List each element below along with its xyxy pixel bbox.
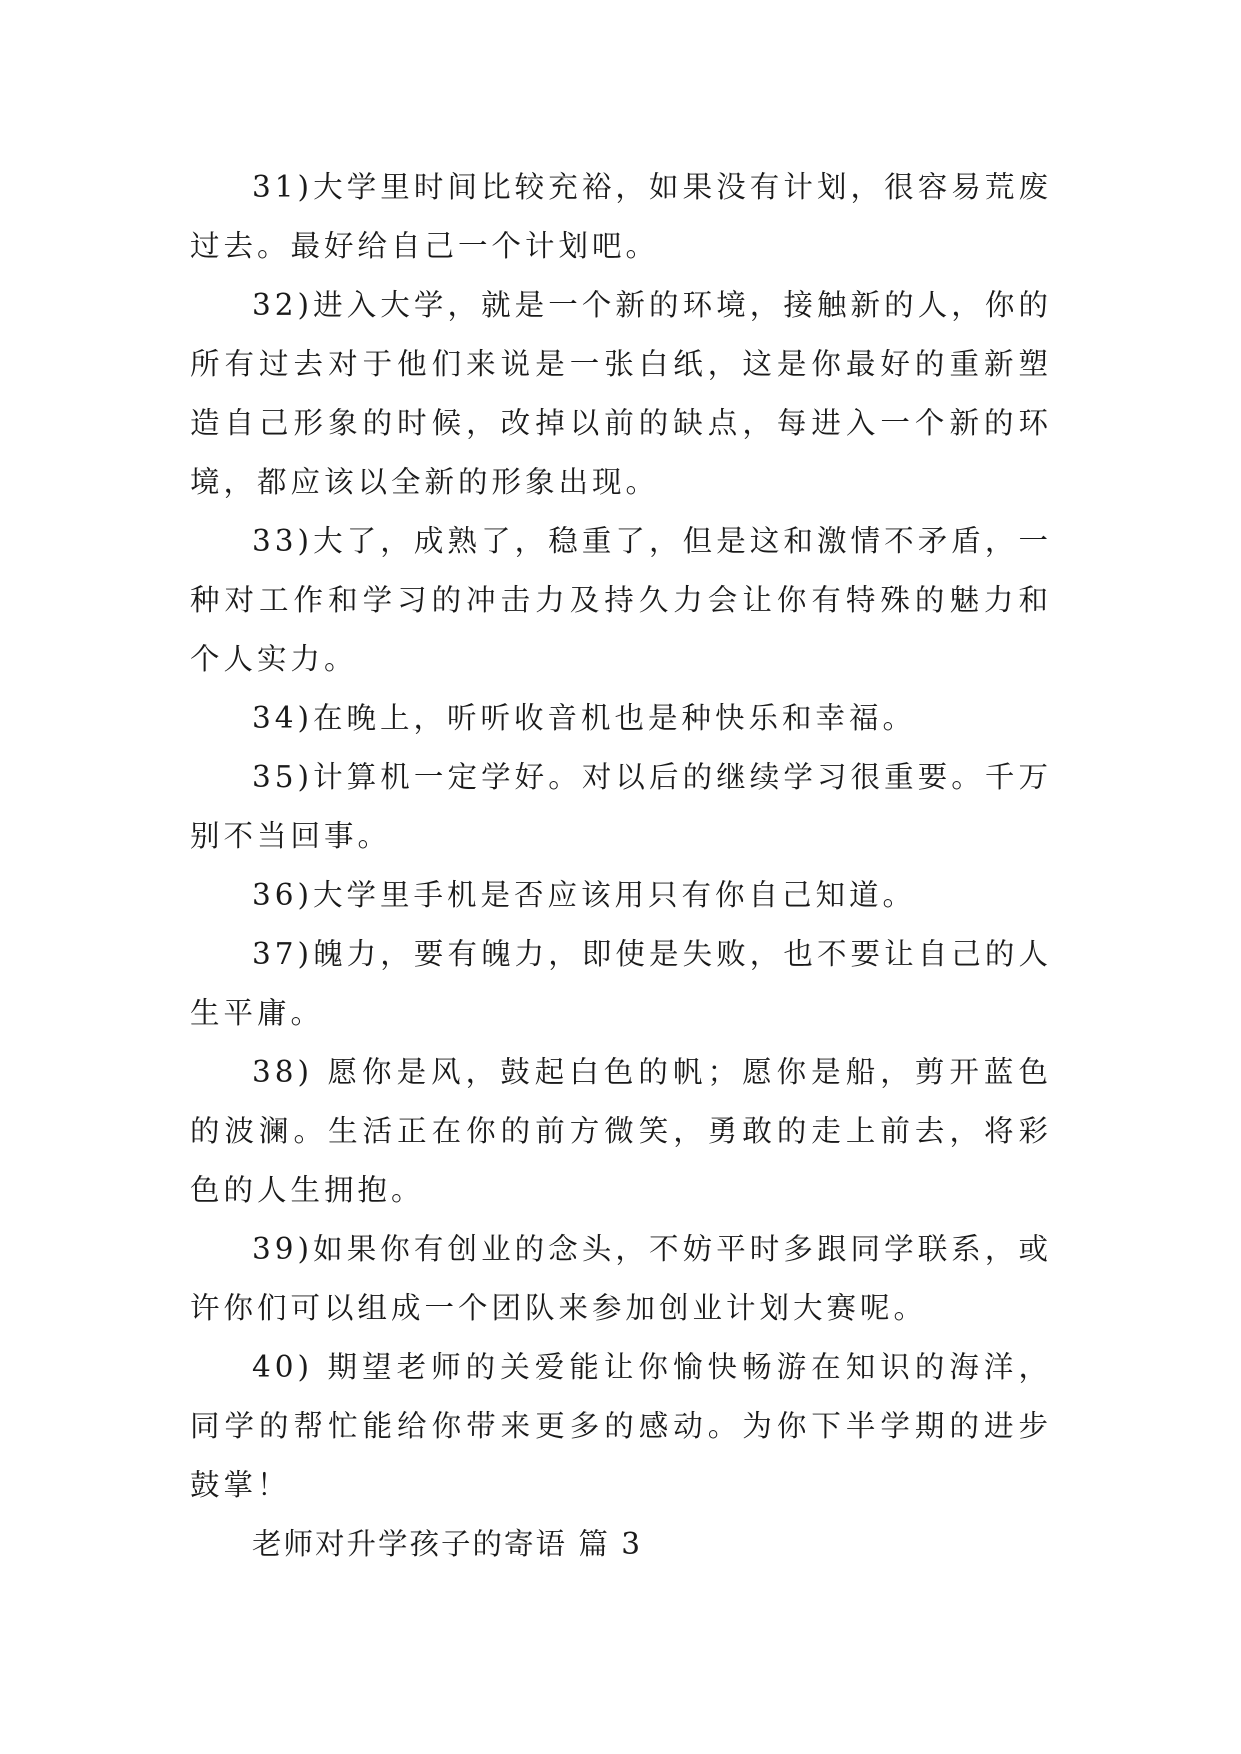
paragraph-38: 38) 愿你是风，鼓起白色的帆；愿你是船，剪开蓝色的波澜。生活正在你的前方微笑，勇敢的走上前去，将彩色的人生拥抱。 bbox=[190, 1055, 1052, 1207]
paragraph-35: 35)计算机一定学好。对以后的继续学习很重要。千万别不当回事。 bbox=[190, 760, 1052, 853]
paragraph-36: 36)大学里手机是否应该用只有你自己知道。 bbox=[252, 878, 917, 912]
paragraph-34: 34)在晚上，听听收音机也是种快乐和幸福。 bbox=[252, 701, 917, 735]
paragraph-40: 40) 期望老师的关爱能让你愉快畅游在知识的海洋，同学的帮忙能给你带来更多的感动。为你下半学期的进步鼓掌！ bbox=[190, 1350, 1052, 1502]
paragraph-32: 32)进入大学，就是一个新的环境，接触新的人，你的所有过去对于他们来说是一张白纸，这是你最好的重新塑造自己形象的时候，改掉以前的缺点，每进入一个新的环境，都应该以全新的形象出现。 bbox=[190, 288, 1052, 499]
section-title: 老师对升学孩子的寄语 篇 3 bbox=[252, 1527, 643, 1561]
paragraph-39: 39)如果你有创业的念头，不妨平时多跟同学联系，或许你们可以组成一个团队来参加创业计划大赛呢。 bbox=[190, 1232, 1052, 1325]
paragraph-37: 37)魄力，要有魄力，即使是失败，也不要让自己的人生平庸。 bbox=[190, 937, 1052, 1030]
paragraph-31: 31)大学里时间比较充裕，如果没有计划，很容易荒废过去。最好给自己一个计划吧。 bbox=[190, 170, 1052, 263]
document-body bbox=[190, 158, 1052, 1574]
paragraph-33: 33)大了，成熟了，稳重了，但是这和激情不矛盾，一种对工作和学习的冲击力及持久力会让你有特殊的魅力和个人实力。 bbox=[190, 524, 1052, 676]
